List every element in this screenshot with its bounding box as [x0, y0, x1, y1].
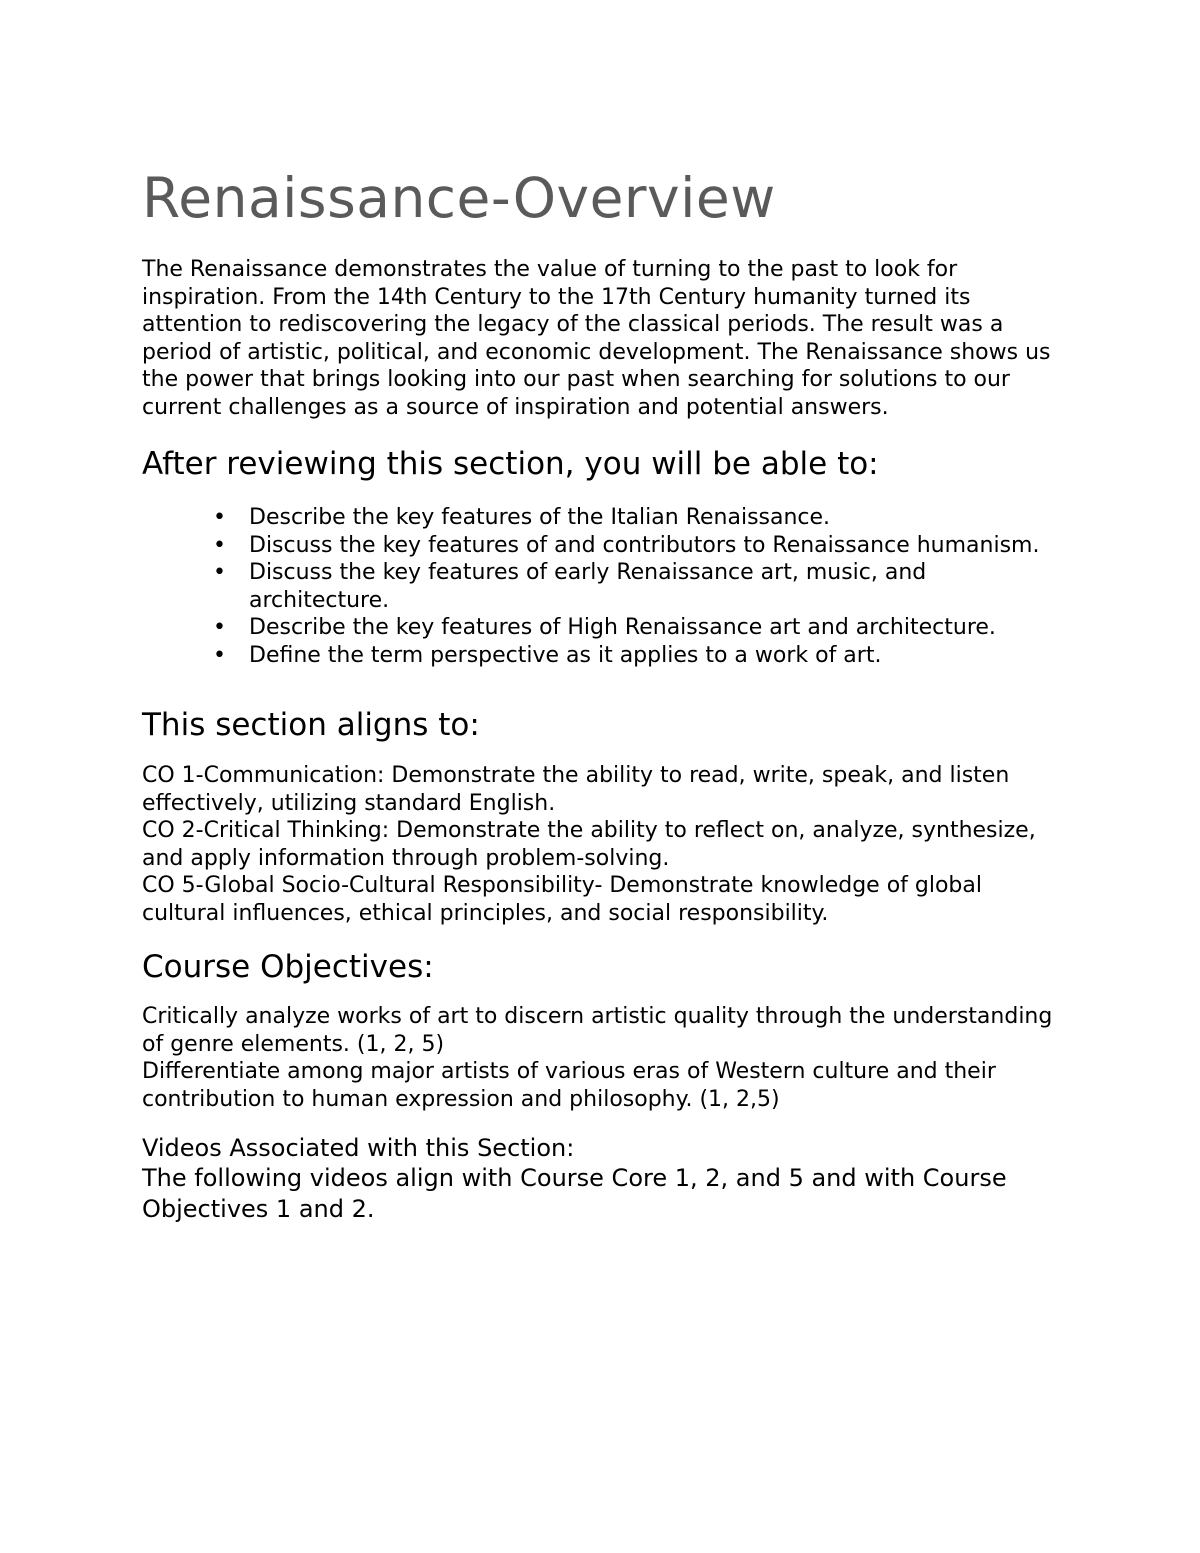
bullet-icon: •	[213, 615, 226, 640]
course-outcome-line: CO 5-Global Socio-Cultural Responsibility- Demonstrate knowledge of global cultural influences, ethical principles, and social responsibility.	[142, 873, 982, 926]
bullet-icon: •	[213, 505, 226, 530]
course-objectives-block	[142, 1003, 1072, 1113]
list-item	[213, 559, 1072, 614]
bullet-icon: •	[213, 532, 226, 558]
course-objectives-heading: Course Objectives:	[142, 949, 434, 985]
course-outcomes-block	[142, 762, 1072, 927]
document-page	[142, 160, 1072, 1224]
course-outcome-line: CO 2-Critical Thinking: Demonstrate the ability to reflect on, analyze, synthesize, and apply information through problem-solving.	[142, 818, 1036, 871]
list-item-text: Discuss the key features of early Renaissance art, music, and architecture.	[249, 560, 927, 613]
intro-paragraph: The Renaissance demonstrates the value of turning to the past to look for inspiration. From the 14th Century to the 17th Century humanity turned its attention to rediscovering the legacy of the classical periods. The result was a period of artistic, political, and economic development. The Renaissance shows us the power that brings looking into our past when searching for solutions to our current challenges as a source of inspiration and potential answers.	[142, 257, 1051, 420]
list-item-text: Define the term perspective as it applies to a work of art.	[249, 642, 882, 668]
videos-description: The following videos align with Course Core 1, 2, and 5 and with Course Objectives 1 and 2.	[142, 1164, 1007, 1223]
alignment-heading: This section aligns to:	[142, 707, 480, 743]
list-item	[213, 532, 1072, 560]
list-item-text: Describe the key features of the Italian Renaissance.	[249, 505, 831, 530]
list-item-text: Describe the key features of High Renaissance art and architecture.	[249, 615, 996, 640]
learning-outcomes-list	[142, 504, 1072, 669]
course-objective-line: Differentiate among major artists of various eras of Western culture and their contribution to human expression and philosophy. (1, 2,5)	[142, 1059, 996, 1112]
bullet-icon: •	[213, 560, 226, 585]
videos-heading: Videos Associated with this Section:	[142, 1134, 575, 1162]
list-item	[213, 614, 1072, 642]
course-objective-line: Critically analyze works of art to discern artistic quality through the understanding of genre elements. (1, 2, 5)	[142, 1004, 1053, 1057]
list-item	[213, 642, 1072, 670]
list-item-text: Discuss the key features of and contributors to Renaissance humanism.	[249, 532, 1040, 558]
learning-outcomes-heading: After reviewing this section, you will be able to:	[142, 446, 879, 482]
course-outcome-line: CO 1-Communication: Demonstrate the ability to read, write, speak, and listen effectively, utilizing standard English.	[142, 763, 1010, 816]
page-title: Renaissance-Overview	[142, 166, 776, 230]
bullet-icon: •	[213, 642, 226, 668]
list-item	[213, 504, 1072, 532]
